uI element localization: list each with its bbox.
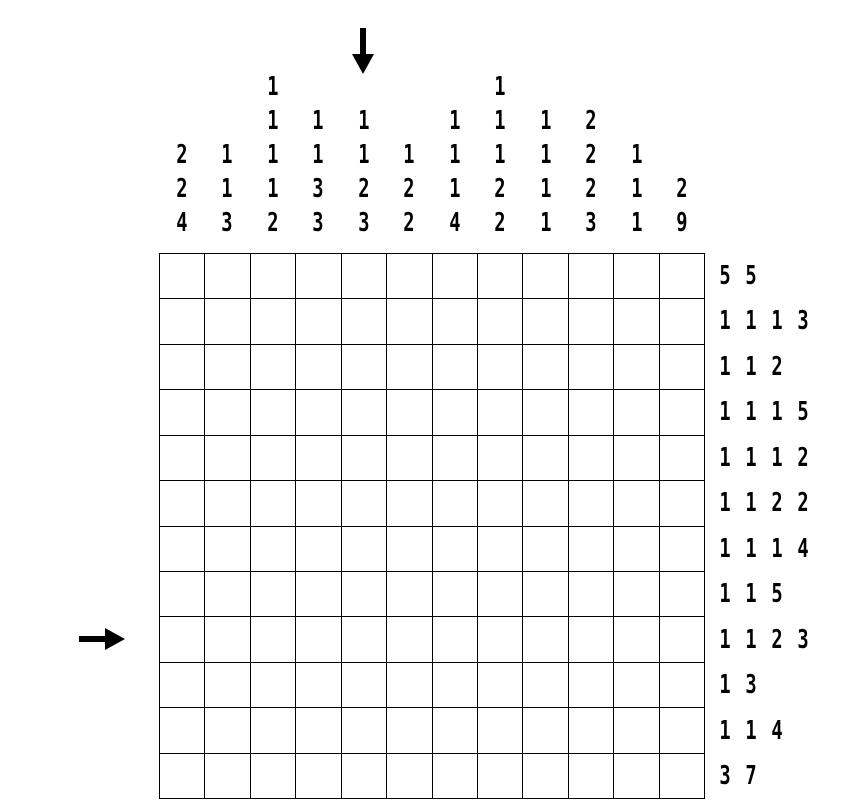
grid-cell-r10-c4[interactable] [296, 663, 341, 708]
grid-cell-r6-c6[interactable] [387, 481, 432, 526]
grid-cell-r2-c6[interactable] [387, 299, 432, 344]
grid-cell-r10-c5[interactable] [342, 663, 387, 708]
column-clue-3 [250, 70, 296, 240]
clue-number: 2 [403, 174, 415, 204]
clue-number: 2 [358, 174, 370, 204]
clue-number: 1 [358, 106, 370, 136]
grid-cell-r5-c3[interactable] [251, 436, 296, 481]
grid-cell-r6-c2[interactable] [205, 481, 250, 526]
clue-number: 1 [745, 442, 757, 473]
grid-cell-r9-c7[interactable] [433, 617, 478, 662]
grid-cell-r10-c2[interactable] [205, 663, 250, 708]
clue-number: 2 [797, 442, 809, 473]
clue-number: 2 [797, 488, 809, 519]
row-clue-4 [712, 390, 816, 436]
clue-number: 2 [771, 624, 783, 655]
grid-cell-r5-c8[interactable] [478, 436, 523, 481]
clue-number: 1 [719, 715, 731, 746]
clue-number: 1 [449, 140, 461, 170]
column-clue-4 [296, 104, 342, 240]
grid-cell-r7-c6[interactable] [387, 527, 432, 572]
clue-number: 3 [358, 208, 370, 238]
grid-cell-r2-c9[interactable] [523, 299, 568, 344]
clue-number: 1 [771, 533, 783, 564]
grid-cell-r2-c7[interactable] [433, 299, 478, 344]
grid-cell-r8-c5[interactable] [342, 572, 387, 617]
clue-number: 3 [797, 624, 809, 655]
grid-cell-r7-c10[interactable] [569, 527, 614, 572]
clue-number: 4 [797, 533, 809, 564]
grid-cell-r11-c9[interactable] [523, 708, 568, 753]
grid-cell-r3-c10[interactable] [569, 345, 614, 390]
grid-cell-r7-c7[interactable] [433, 527, 478, 572]
grid-cell-r12-c4[interactable] [296, 754, 341, 799]
clue-number: 1 [312, 140, 324, 170]
grid-cell-r12-c11[interactable] [614, 754, 659, 799]
grid-cell-r8-c1[interactable] [160, 572, 205, 617]
clue-number: 1 [494, 106, 506, 136]
clue-number: 3 [719, 761, 731, 792]
grid-cell-r1-c6[interactable] [387, 254, 432, 299]
clue-number: 1 [771, 397, 783, 428]
grid-cell-r12-c6[interactable] [387, 754, 432, 799]
grid-cell-r6-c1[interactable] [160, 481, 205, 526]
clue-number: 1 [719, 670, 731, 701]
grid-cell-r10-c3[interactable] [251, 663, 296, 708]
grid-cell-r10-c9[interactable] [523, 663, 568, 708]
grid-cell-r3-c5[interactable] [342, 345, 387, 390]
clue-number: 1 [494, 140, 506, 170]
grid-cell-r1-c4[interactable] [296, 254, 341, 299]
clue-number: 1 [540, 140, 552, 170]
column-clue-12 [660, 172, 706, 240]
grid-cell-r2-c1[interactable] [160, 299, 205, 344]
grid-cell-r9-c9[interactable] [523, 617, 568, 662]
grid-cell-r8-c9[interactable] [523, 572, 568, 617]
grid-cell-r12-c5[interactable] [342, 754, 387, 799]
clue-number: 9 [676, 208, 688, 238]
clue-number: 1 [719, 397, 731, 428]
grid-cell-r11-c2[interactable] [205, 708, 250, 753]
grid-cell-r4-c11[interactable] [614, 390, 659, 435]
grid-cell-r4-c12[interactable] [660, 390, 705, 435]
grid-cell-r11-c10[interactable] [569, 708, 614, 753]
grid-cell-r3-c12[interactable] [660, 345, 705, 390]
clue-number: 1 [540, 106, 552, 136]
row-clue-7 [712, 526, 816, 572]
grid-cell-r7-c1[interactable] [160, 527, 205, 572]
grid-cell-r10-c6[interactable] [387, 663, 432, 708]
grid-cell-r3-c9[interactable] [523, 345, 568, 390]
clue-number: 2 [585, 174, 597, 204]
grid-cell-r9-c5[interactable] [342, 617, 387, 662]
grid-cell-r5-c4[interactable] [296, 436, 341, 481]
row-clue-2 [712, 299, 816, 345]
grid-cell-r3-c3[interactable] [251, 345, 296, 390]
row-clue-3 [712, 344, 790, 390]
clue-number: 1 [745, 624, 757, 655]
grid-cell-r5-c9[interactable] [523, 436, 568, 481]
grid-cell-r2-c11[interactable] [614, 299, 659, 344]
grid-cell-r2-c3[interactable] [251, 299, 296, 344]
clue-number: 2 [176, 174, 188, 204]
clue-number: 1 [745, 397, 757, 428]
grid-cell-r4-c9[interactable] [523, 390, 568, 435]
clue-number: 1 [631, 140, 643, 170]
grid-cell-r5-c5[interactable] [342, 436, 387, 481]
clue-number: 1 [494, 72, 506, 102]
grid-cell-r4-c6[interactable] [387, 390, 432, 435]
grid-cell-r3-c4[interactable] [296, 345, 341, 390]
grid-cell-r1-c8[interactable] [478, 254, 523, 299]
grid-cell-r1-c1[interactable] [160, 254, 205, 299]
clue-number: 7 [745, 761, 757, 792]
column-clue-8 [478, 70, 524, 240]
grid-cell-r7-c11[interactable] [614, 527, 659, 572]
clue-number: 2 [176, 140, 188, 170]
clue-number: 1 [719, 351, 731, 382]
row-clue-9 [712, 617, 816, 663]
clue-number: 1 [267, 174, 279, 204]
clue-number: 3 [312, 174, 324, 204]
right-arrow-icon [79, 628, 125, 650]
clue-number: 5 [797, 397, 809, 428]
clue-number: 1 [267, 72, 279, 102]
grid-cell-r6-c11[interactable] [614, 481, 659, 526]
row-clue-12 [712, 754, 764, 800]
clue-number: 4 [449, 208, 461, 238]
grid-cell-r9-c12[interactable] [660, 617, 705, 662]
clue-number: 1 [540, 174, 552, 204]
column-clue-6 [387, 138, 433, 240]
row-clue-8 [712, 572, 790, 618]
clue-number: 2 [771, 488, 783, 519]
grid-cell-r4-c10[interactable] [569, 390, 614, 435]
column-clue-2 [205, 138, 251, 240]
grid-cell-r11-c3[interactable] [251, 708, 296, 753]
column-clue-7 [432, 104, 478, 240]
clue-number: 1 [221, 140, 233, 170]
clue-number: 3 [585, 208, 597, 238]
grid-cell-r2-c5[interactable] [342, 299, 387, 344]
clue-number: 1 [771, 442, 783, 473]
grid-cell-r8-c6[interactable] [387, 572, 432, 617]
grid-cell-r9-c2[interactable] [205, 617, 250, 662]
column-clue-10 [569, 104, 615, 240]
grid-cell-r7-c12[interactable] [660, 527, 705, 572]
grid-cell-r8-c3[interactable] [251, 572, 296, 617]
clue-number: 1 [745, 351, 757, 382]
clue-number: 1 [403, 140, 415, 170]
grid-cell-r2-c10[interactable] [569, 299, 614, 344]
grid-cell-r1-c11[interactable] [614, 254, 659, 299]
grid-cell-r5-c12[interactable] [660, 436, 705, 481]
grid-cell-r1-c3[interactable] [251, 254, 296, 299]
row-clue-10 [712, 663, 764, 709]
row-clues [712, 253, 868, 799]
clue-number: 1 [221, 174, 233, 204]
clue-number: 2 [585, 106, 597, 136]
grid-cell-r7-c2[interactable] [205, 527, 250, 572]
grid-cell-r11-c5[interactable] [342, 708, 387, 753]
clue-number: 1 [745, 488, 757, 519]
row-clue-11 [712, 708, 790, 754]
clue-number: 1 [631, 174, 643, 204]
clue-number: 1 [719, 306, 731, 337]
grid-cell-r6-c4[interactable] [296, 481, 341, 526]
clue-number: 2 [676, 174, 688, 204]
grid-cell-r3-c1[interactable] [160, 345, 205, 390]
grid-cell-r3-c11[interactable] [614, 345, 659, 390]
grid-cell-r10-c10[interactable] [569, 663, 614, 708]
grid-cell-r6-c5[interactable] [342, 481, 387, 526]
puzzle-grid [159, 253, 705, 799]
clue-number: 1 [745, 533, 757, 564]
grid-cell-r11-c12[interactable] [660, 708, 705, 753]
grid-cell-r2-c12[interactable] [660, 299, 705, 344]
grid-cell-r1-c5[interactable] [342, 254, 387, 299]
clue-number: 1 [719, 624, 731, 655]
grid-cell-r5-c6[interactable] [387, 436, 432, 481]
clue-number: 2 [585, 140, 597, 170]
clue-number: 1 [719, 488, 731, 519]
grid-cell-r8-c7[interactable] [433, 572, 478, 617]
grid-cell-r9-c8[interactable] [478, 617, 523, 662]
grid-cell-r7-c5[interactable] [342, 527, 387, 572]
clue-number: 4 [771, 715, 783, 746]
grid-cell-r6-c3[interactable] [251, 481, 296, 526]
grid-cell-r1-c2[interactable] [205, 254, 250, 299]
grid-cell-r12-c9[interactable] [523, 754, 568, 799]
grid-cell-r9-c4[interactable] [296, 617, 341, 662]
grid-cell-r3-c6[interactable] [387, 345, 432, 390]
grid-cell-r4-c8[interactable] [478, 390, 523, 435]
clue-number: 5 [771, 579, 783, 610]
grid-cell-r12-c1[interactable] [160, 754, 205, 799]
clue-number: 5 [719, 260, 731, 291]
grid-cell-r4-c7[interactable] [433, 390, 478, 435]
clue-number: 3 [221, 208, 233, 238]
clue-number: 4 [176, 208, 188, 238]
grid-cell-r5-c1[interactable] [160, 436, 205, 481]
grid-cell-r4-c4[interactable] [296, 390, 341, 435]
grid-cell-r3-c8[interactable] [478, 345, 523, 390]
grid-cell-r9-c3[interactable] [251, 617, 296, 662]
grid-cell-r10-c7[interactable] [433, 663, 478, 708]
grid-cell-r1-c7[interactable] [433, 254, 478, 299]
grid-cell-r11-c8[interactable] [478, 708, 523, 753]
column-clue-11 [614, 138, 660, 240]
clue-number: 1 [719, 533, 731, 564]
grid-cell-r11-c1[interactable] [160, 708, 205, 753]
grid-cell-r9-c1[interactable] [160, 617, 205, 662]
grid-cell-r6-c12[interactable] [660, 481, 705, 526]
clue-number: 3 [745, 670, 757, 701]
column-clues [159, 60, 705, 240]
grid-cell-r10-c12[interactable] [660, 663, 705, 708]
grid-cell-r8-c10[interactable] [569, 572, 614, 617]
grid-cell-r8-c2[interactable] [205, 572, 250, 617]
grid-cell-r7-c4[interactable] [296, 527, 341, 572]
grid-cell-r5-c2[interactable] [205, 436, 250, 481]
grid-cell-r5-c10[interactable] [569, 436, 614, 481]
clue-number: 3 [312, 208, 324, 238]
clue-number: 5 [745, 260, 757, 291]
grid-cell-r1-c12[interactable] [660, 254, 705, 299]
clue-number: 1 [719, 442, 731, 473]
grid-cell-r9-c11[interactable] [614, 617, 659, 662]
grid-cell-r6-c9[interactable] [523, 481, 568, 526]
grid-cell-r2-c8[interactable] [478, 299, 523, 344]
clue-number: 1 [312, 106, 324, 136]
grid-cell-r11-c6[interactable] [387, 708, 432, 753]
grid-cell-r8-c8[interactable] [478, 572, 523, 617]
clue-number: 2 [771, 351, 783, 382]
grid-cell-r3-c7[interactable] [433, 345, 478, 390]
grid-cell-r6-c8[interactable] [478, 481, 523, 526]
grid-cell-r12-c7[interactable] [433, 754, 478, 799]
grid-cell-r10-c11[interactable] [614, 663, 659, 708]
grid-cell-r11-c4[interactable] [296, 708, 341, 753]
grid-cell-r3-c2[interactable] [205, 345, 250, 390]
clue-number: 1 [771, 306, 783, 337]
clue-number: 2 [267, 208, 279, 238]
grid-cell-r2-c4[interactable] [296, 299, 341, 344]
grid-cell-r5-c11[interactable] [614, 436, 659, 481]
grid-cell-r4-c3[interactable] [251, 390, 296, 435]
row-clue-1 [712, 253, 764, 299]
clue-number: 1 [745, 579, 757, 610]
clue-number: 1 [449, 174, 461, 204]
row-clue-5 [712, 435, 816, 481]
grid-cell-r8-c11[interactable] [614, 572, 659, 617]
grid-cell-r1-c10[interactable] [569, 254, 614, 299]
column-clue-5 [341, 104, 387, 240]
column-clue-1 [159, 138, 205, 240]
clue-number: 2 [403, 208, 415, 238]
grid-cell-r10-c1[interactable] [160, 663, 205, 708]
grid-cell-r6-c7[interactable] [433, 481, 478, 526]
grid-cell-r12-c2[interactable] [205, 754, 250, 799]
grid-cell-r11-c11[interactable] [614, 708, 659, 753]
grid-cell-r5-c7[interactable] [433, 436, 478, 481]
grid-cell-r7-c8[interactable] [478, 527, 523, 572]
clue-number: 3 [797, 306, 809, 337]
clue-number: 1 [745, 306, 757, 337]
clue-number: 1 [267, 140, 279, 170]
grid-cell-r1-c9[interactable] [523, 254, 568, 299]
grid-cell-r9-c10[interactable] [569, 617, 614, 662]
grid-cell-r7-c3[interactable] [251, 527, 296, 572]
clue-number: 2 [494, 208, 506, 238]
clue-number: 2 [494, 174, 506, 204]
grid-cell-r12-c12[interactable] [660, 754, 705, 799]
row-clue-6 [712, 481, 816, 527]
grid-cell-r4-c5[interactable] [342, 390, 387, 435]
grid-cell-r4-c2[interactable] [205, 390, 250, 435]
grid-cell-r4-c1[interactable] [160, 390, 205, 435]
grid-cell-r8-c4[interactable] [296, 572, 341, 617]
clue-number: 1 [358, 140, 370, 170]
grid-cell-r12-c10[interactable] [569, 754, 614, 799]
clue-number: 1 [449, 106, 461, 136]
grid-cell-r11-c7[interactable] [433, 708, 478, 753]
grid-cell-r12-c3[interactable] [251, 754, 296, 799]
grid-cell-r8-c12[interactable] [660, 572, 705, 617]
grid-cell-r12-c8[interactable] [478, 754, 523, 799]
clue-number: 1 [631, 208, 643, 238]
grid-cell-r9-c6[interactable] [387, 617, 432, 662]
grid-cell-r2-c2[interactable] [205, 299, 250, 344]
grid-cell-r7-c9[interactable] [523, 527, 568, 572]
clue-number: 1 [267, 106, 279, 136]
grid-cell-r10-c8[interactable] [478, 663, 523, 708]
clue-number: 1 [719, 579, 731, 610]
clue-number: 1 [745, 715, 757, 746]
grid-cell-r6-c10[interactable] [569, 481, 614, 526]
clue-number: 1 [540, 208, 552, 238]
column-clue-9 [523, 104, 569, 240]
